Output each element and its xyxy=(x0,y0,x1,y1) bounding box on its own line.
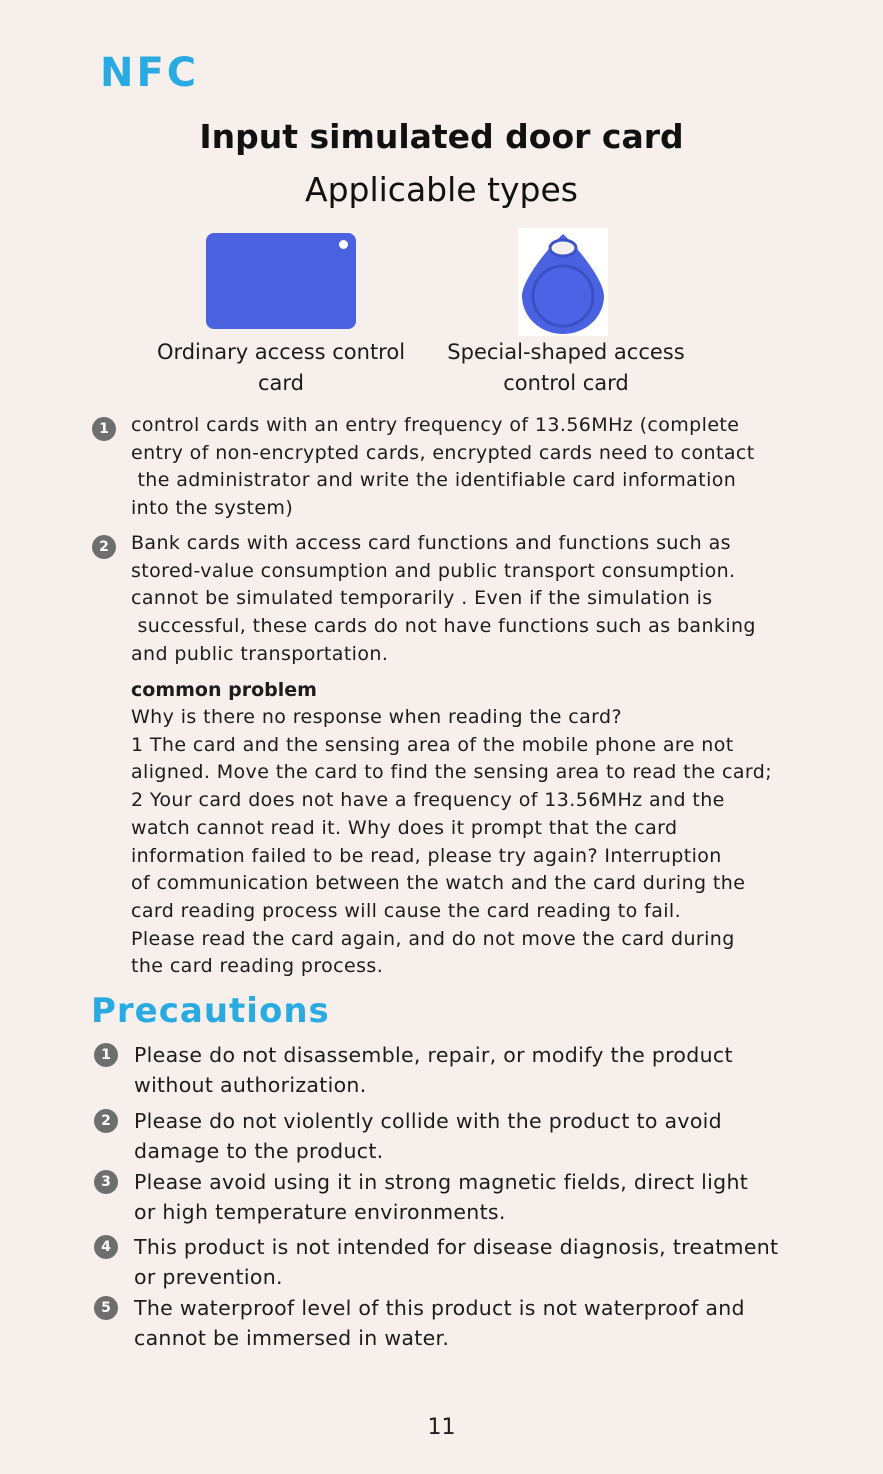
page-number: 11 xyxy=(427,1415,456,1440)
section-title: NFC xyxy=(100,50,200,96)
types-note-text: Bank cards with access card functions and functions such as stored-value consumption and public transport consumption. cannot be simulated temporarily . Even if the simulation is successful, these cards do not have functions such as banking and public transportation. xyxy=(131,532,756,665)
precaution-text: Please do not violently collide with the product to avoid damage to the product. xyxy=(134,1109,722,1163)
number-badge: 2 xyxy=(92,535,116,559)
card-caption-special: Special-shaped access control card xyxy=(447,340,685,395)
page-title: Input simulated door card xyxy=(199,117,684,156)
precautions-title: Precautions xyxy=(91,991,330,1031)
page-subtitle: Applicable types xyxy=(305,170,578,209)
common-problem-text: Why is there no response when reading the card? 1 The card and the sensing area of the mobile phone are not aligned. Move the card to find the sensing area to read the card; 2 Your card does not have a frequency of 13.56MHz and the watch cannot read it. Why does it prompt that the card information failed to be read, please try again? Interruption of communication between the watch and the card during the card reading process will cause the card reading to fail. Please read the card again, and do not move the card during the card reading process. xyxy=(131,706,773,978)
number-badge: 5 xyxy=(94,1296,118,1320)
card-caption-ordinary: Ordinary access control card xyxy=(156,340,406,395)
types-note-text: control cards with an entry frequency of 13.56MHz (complete entry of non-encrypted cards, encrypted cards need to contact the administrator and write the identifiable card information into the system) xyxy=(131,414,755,520)
common-problem-heading: common problem xyxy=(131,679,317,701)
number-badge: 4 xyxy=(94,1235,118,1259)
number-badge: 2 xyxy=(94,1109,118,1133)
rectangular-card-icon xyxy=(206,233,356,329)
number-badge: 1 xyxy=(92,417,116,441)
number-badge: 1 xyxy=(94,1043,118,1067)
precaution-text: Please do not disassemble, repair, or modify the product without authorization. xyxy=(134,1043,733,1097)
key-fob-icon xyxy=(518,228,608,336)
precaution-text: Please avoid using it in strong magnetic fields, direct light or high temperature environments. xyxy=(134,1170,749,1224)
precaution-text: This product is not intended for disease diagnosis, treatment or prevention. xyxy=(134,1235,779,1289)
number-badge: 3 xyxy=(94,1170,118,1194)
precaution-text: The waterproof level of this product is not waterproof and cannot be immersed in water. xyxy=(134,1296,745,1350)
